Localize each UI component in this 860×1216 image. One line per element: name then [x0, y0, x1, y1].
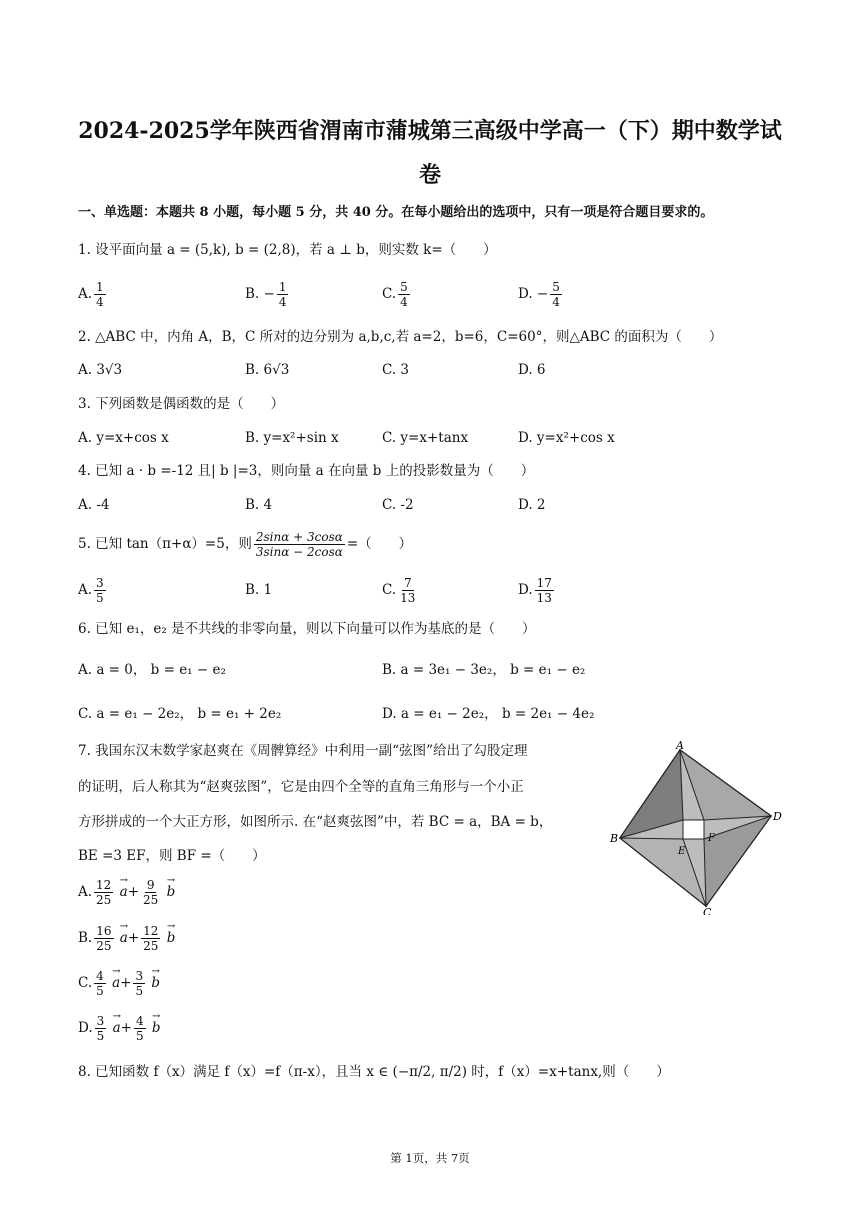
question-2-stem: 2. △ABC 中，内角 A，B，C 所对的边分别为 a,b,c,若 a=2，b=6，C=60°，则△ABC 的面积为（ ）: [78, 329, 723, 345]
q1-option-d: D. − $\frac{5}{4}$: [518, 280, 560, 309]
question-7-line3: 方形拼成的一个大正方形，如图所示. 在“赵爽弦图”中，若 BC = a，BA = b，: [78, 814, 553, 830]
q1-option-c: C. $\frac{5}{4}$: [382, 280, 408, 309]
question-8-stem: 8. 已知函数 f（x）满足 f（x）=f（π-x），且当 x ∈ (−π/2, π/2) 时，f（x）=x+tanx,则（ ）: [78, 1064, 670, 1080]
section-heading: 一、单选题：本题共 8 小题，每小题 5 分，共 40 分。在每小题给出的选项中，只有一项是符合题目要求的。: [78, 205, 714, 220]
page-title-line1: 2024-2025学年陕西省渭南市蒲城第三高级中学高一（下）期中数学试: [78, 118, 782, 144]
q3-option-d: D. y=x²+cos x: [518, 430, 615, 446]
q6-option-a: A. a = 0， b = e₁ − e₂: [78, 662, 226, 678]
q5-option-d: D. $\frac{17}{13}$: [518, 576, 552, 605]
q2-option-b: B. 6√3: [245, 362, 290, 378]
q7-option-b: B. $\frac{16}{25}$ → a+ $\frac{12}{25}$ → b: [78, 924, 175, 953]
question-1-stem: 1. 设平面向量 a = (5,k), b = (2,8)，若 a ⊥ b，则实数 k=（ ）: [78, 242, 497, 258]
label-f: F: [708, 833, 715, 844]
q2-option-c: C. 3: [382, 362, 410, 378]
question-7-line2: 的证明，后人称其为“赵爽弦图”，它是由四个全等的直角三角形与一个小正: [78, 779, 524, 795]
label-e: E: [678, 846, 686, 857]
q2-option-a: A. 3√3: [78, 362, 123, 378]
q4-option-d: D. 2: [518, 497, 546, 513]
zhao-shuang-chord-figure: [608, 740, 788, 915]
q7-option-d: D. $\frac{3}{5}$ → a+ $\frac{4}{5}$ → b: [78, 1014, 161, 1043]
label-c: C: [703, 906, 712, 915]
label-b: B: [610, 832, 619, 845]
q4-option-b: B. 4: [245, 497, 273, 513]
page-footer: 第 1页，共 7页: [390, 1151, 470, 1165]
question-7-line4: BE =3 EF，则 BF =（ ）: [78, 848, 266, 864]
question-6-stem: 6. 已知 e₁，e₂ 是不共线的非零向量，则以下向量可以作为基底的是（ ）: [78, 621, 536, 637]
q5-option-c: C. $\frac{7}{13}$: [382, 576, 416, 605]
inner-square: [683, 820, 704, 839]
q1-option-a: A. $\frac{1}{4}$: [78, 280, 104, 309]
q5-option-b: B. 1: [245, 582, 273, 598]
q2-option-d: D. 6: [518, 362, 546, 378]
q4-option-a: A. -4: [78, 497, 110, 513]
q6-option-b: B. a = 3e₁ − 3e₂， b = e₁ − e₂: [382, 662, 586, 678]
q3-option-c: C. y=x+tanx: [382, 430, 469, 446]
q7-option-c: C. $\frac{4}{5}$ → a+ $\frac{3}{5}$ → b: [78, 969, 160, 998]
q3-option-a: A. y=x+cos x: [78, 430, 169, 446]
q1-option-b: B. − $\frac{1}{4}$: [245, 280, 287, 309]
question-3-stem: 3. 下列函数是偶函数的是（ ）: [78, 396, 285, 412]
label-d: D: [773, 810, 782, 823]
label-a: A: [676, 740, 684, 752]
question-5-stem: 5. 已知 tan（π+α）=5，则 $\frac{2\sin\alpha + 3\cos\alpha}{3\sin\alpha - 2\cos\alpha}$ =（ ）: [78, 530, 413, 559]
question-4-stem: 4. 已知 a · b =-12 且| b |=3，则向量 a 在向量 b 上的投影数量为（ ）: [78, 463, 535, 479]
q4-option-c: C. -2: [382, 497, 414, 513]
q3-option-b: B. y=x²+sin x: [245, 430, 339, 446]
page-title-line2: 卷: [418, 162, 441, 188]
q6-option-d: D. a = e₁ − 2e₂， b = 2e₁ − 4e₂: [382, 706, 595, 722]
question-7-line1: 7. 我国东汉末数学家赵爽在《周髀算经》中利用一副“弦图”给出了勾股定理: [78, 743, 528, 759]
q6-option-c: C. a = e₁ − 2e₂， b = e₁ + 2e₂: [78, 706, 282, 722]
q7-option-a: A. $\frac{12}{25}$ → a+ $\frac{9}{25}$ → b: [78, 878, 175, 907]
q5-option-a: A. $\frac{3}{5}$: [78, 576, 104, 605]
